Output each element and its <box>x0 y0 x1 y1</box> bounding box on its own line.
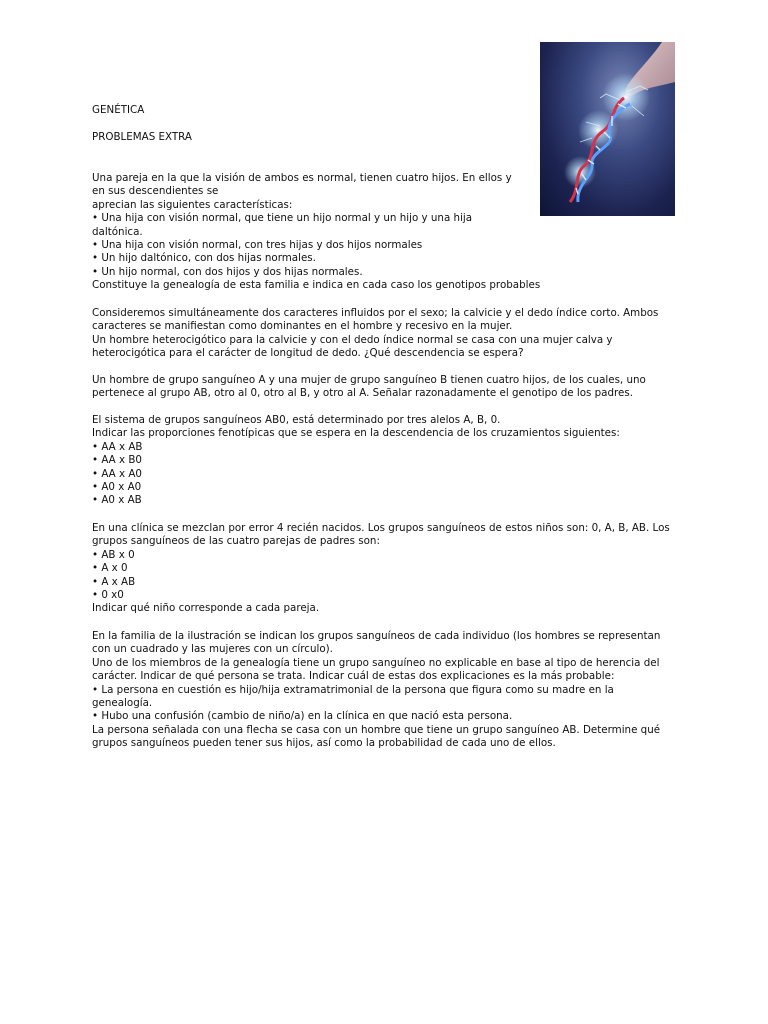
problem-5-line: • 0 x0 <box>92 588 124 601</box>
problem-2-line: Consideremos simultáneamente dos caracteres influidos por el sexo; la calvicie y el dedo índice corto. Ambos <box>92 307 659 319</box>
problem-1 <box>92 172 540 293</box>
problem-4-line: El sistema de grupos sanguíneos AB0, está determinado por tres alelos A, B, 0. <box>92 414 501 426</box>
problem-6-line: con un cuadrado y las mujeres con un círculo). <box>92 643 333 656</box>
problem-5-line: Indicar qué niño corresponde a cada pareja. <box>92 602 320 615</box>
problem-1-line: Una pareja en la que la visión de ambos es normal, tienen cuatro hijos. En ellos y <box>92 172 512 184</box>
problem-6-line: • Hubo una confusión (cambio de niño/a) en la clínica en que nació esta persona. <box>92 710 513 723</box>
problem-1-line: daltónica. <box>92 225 143 238</box>
problem-4-line: • A0 x A0 <box>92 480 142 493</box>
problem-2 <box>92 307 658 361</box>
problem-5-line: • AB x 0 <box>92 548 135 561</box>
problem-4-line: • A0 x AB <box>92 494 142 507</box>
problem-1-line: aprecian las siguientes características: <box>92 198 293 211</box>
problem-5-line: • A x AB <box>92 575 136 588</box>
problem-1-line: Constituye la genealogía de esta familia e indica en cada caso los genotipos probables <box>92 279 541 292</box>
problem-4-line: • AA x B0 <box>92 454 142 467</box>
problem-5 <box>92 522 670 616</box>
header <box>92 104 192 145</box>
problem-4-line: • AA x A0 <box>92 467 142 480</box>
problem-3 <box>92 374 646 401</box>
problem-6 <box>92 630 660 751</box>
problem-4 <box>92 414 620 508</box>
problem-6-line: • La persona en cuestión es hijo/hija extramatrimonial de la persona que figura como su madre en la <box>92 683 614 696</box>
problem-1-line: • Un hijo normal, con dos hijos y dos hijas normales. <box>92 265 363 278</box>
problem-4-line: Indicar las proporciones fenotípicas que se espera en la descendencia de los cruzamientos siguientes: <box>92 427 620 440</box>
problem-1-line: • Una hija con visión normal, que tiene un hijo normal y un hijo y una hija <box>92 212 473 225</box>
problem-5-line: En una clínica se mezclan por error 4 recién nacidos. Los grupos sanguíneos de estos niños son: 0, A, B, AB. Los <box>92 522 670 534</box>
problem-1-line: • Un hijo daltónico, con dos hijas normales. <box>92 252 316 265</box>
problem-6-line: grupos sanguíneos pueden tener sus hijos, así como la probabilidad de cada uno de ellos. <box>92 737 556 750</box>
page-title: GENÉTICA <box>92 104 145 116</box>
dna-illustration-icon <box>540 42 675 216</box>
problem-4-line: • AA x AB <box>92 440 143 453</box>
problem-1-line: en sus descendientes se <box>92 185 219 198</box>
problem-3-line: pertenece al grupo AB, otro al 0, otro al B, y otro al A. Señalar razonadamente el genotipo de los padres. <box>92 387 634 400</box>
problem-6-line: En la familia de la ilustración se indican los grupos sanguíneos de cada individuo (los hombres se representan <box>92 630 661 642</box>
problem-2-line: caracteres se manifiestan como dominantes en el hombre y recesivo en la mujer. <box>92 320 513 333</box>
problem-6-line: genealogía. <box>92 696 153 709</box>
problem-1-line: • Una hija con visión normal, con tres hijas y dos hijos normales <box>92 238 423 251</box>
problem-6-line: carácter. Indicar de qué persona se trata. Indicar cuál de estas dos explicaciones es la más probable: <box>92 670 615 683</box>
problem-2-line: heterocigótica para el carácter de longitud de dedo. ¿Qué descendencia se espera? <box>92 347 524 360</box>
page-subtitle: PROBLEMAS EXTRA <box>92 131 192 144</box>
problem-5-line: • A x 0 <box>92 562 128 575</box>
dna-finger-illustration <box>540 42 675 216</box>
problem-2-line: Un hombre heterocigótico para la calvicie y con el dedo índice normal se casa con una mujer calva y <box>92 333 613 346</box>
problem-6-line: Uno de los miembros de la genealogía tiene un grupo sanguíneo no explicable en base al tipo de herencia del <box>92 656 660 669</box>
problem-6-line: La persona señalada con una flecha se casa con un hombre que tiene un grupo sanguíneo AB. Determine qué <box>92 723 661 736</box>
problem-5-line: grupos sanguíneos de las cuatro parejas de padres son: <box>92 535 380 548</box>
problem-3-line: Un hombre de grupo sanguíneo A y una mujer de grupo sanguíneo B tienen cuatro hijos, de los cuales, uno <box>92 374 646 386</box>
